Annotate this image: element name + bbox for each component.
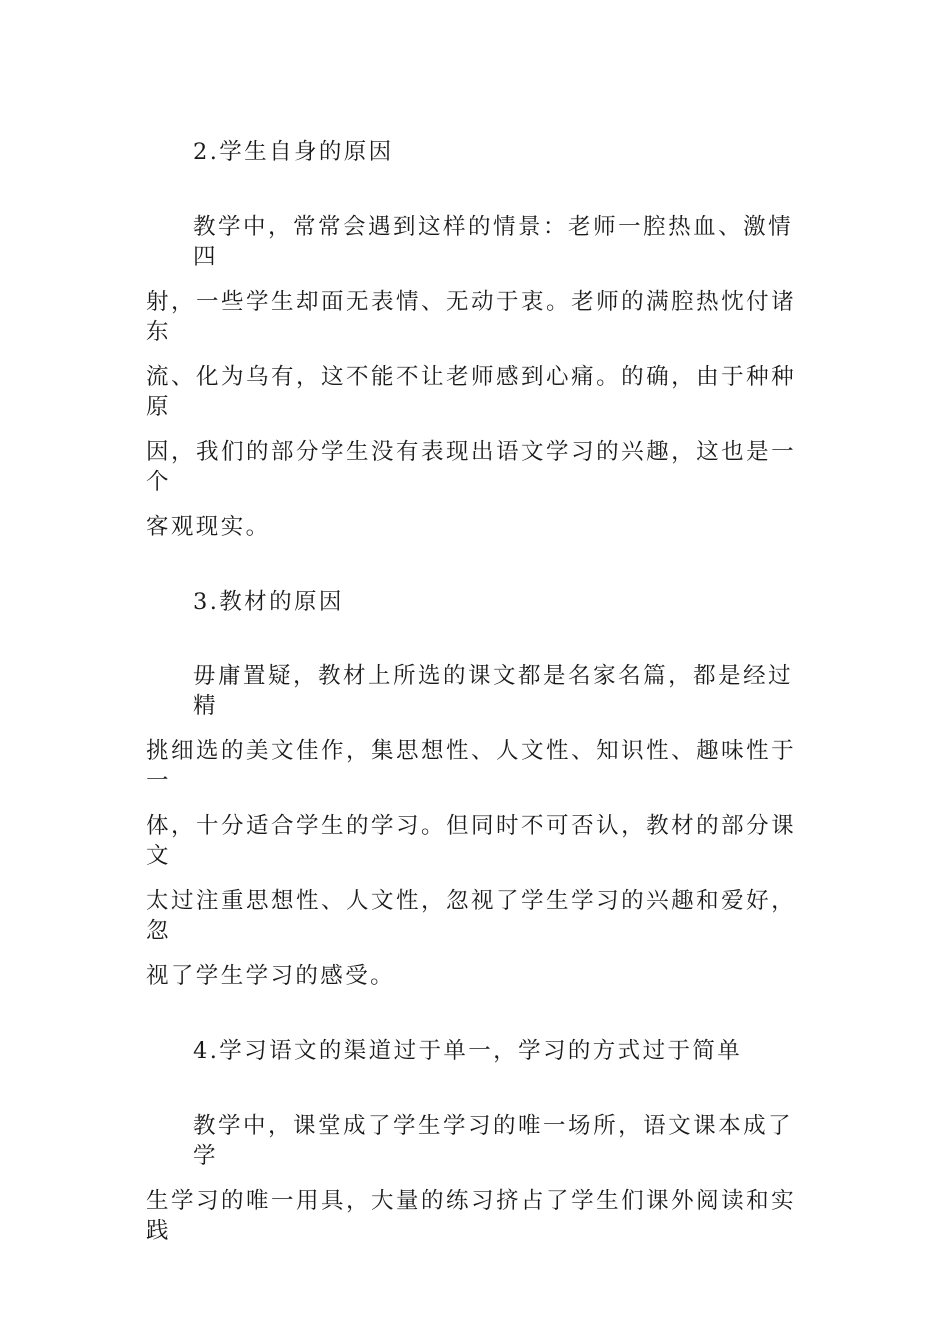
heading-2: 2.学生自身的原因 (193, 139, 394, 165)
paragraph-line: 毋庸置疑，教材上所选的课文都是名家名篇，都是经过精 (193, 663, 793, 719)
paragraph-line: 教学中，课堂成了学生学习的唯一场所，语文课本成了学 (193, 1113, 793, 1169)
paragraph-line: 流、化为乌有，这不能不让老师感到心痛。的确，由于种种原 (146, 364, 796, 420)
paragraph-line: 生学习的唯一用具，大量的练习挤占了学生们课外阅读和实践 (146, 1188, 796, 1244)
heading-4: 4.学习语文的渠道过于单一，学习的方式过于简单 (193, 1038, 743, 1064)
paragraph-line: 挑细选的美文佳作，集思想性、人文性、知识性、趣味性于一 (146, 738, 796, 794)
heading-3: 3.教材的原因 (193, 589, 344, 615)
paragraph-line: 体，十分适合学生的学习。但同时不可否认，教材的部分课文 (146, 813, 796, 869)
paragraph-line: 太过注重思想性、人文性，忽视了学生学习的兴趣和爱好，忽 (146, 888, 796, 944)
paragraph-line: 射，一些学生却面无表情、无动于衷。老师的满腔热忱付诸东 (146, 289, 796, 345)
paragraph-line: 客观现实。 (146, 514, 271, 540)
paragraph-line: 教学中，常常会遇到这样的情景：老师一腔热血、激情四 (193, 214, 793, 270)
paragraph-line: 视了学生学习的感受。 (146, 963, 396, 989)
paragraph-line: 因，我们的部分学生没有表现出语文学习的兴趣，这也是一个 (146, 439, 796, 495)
